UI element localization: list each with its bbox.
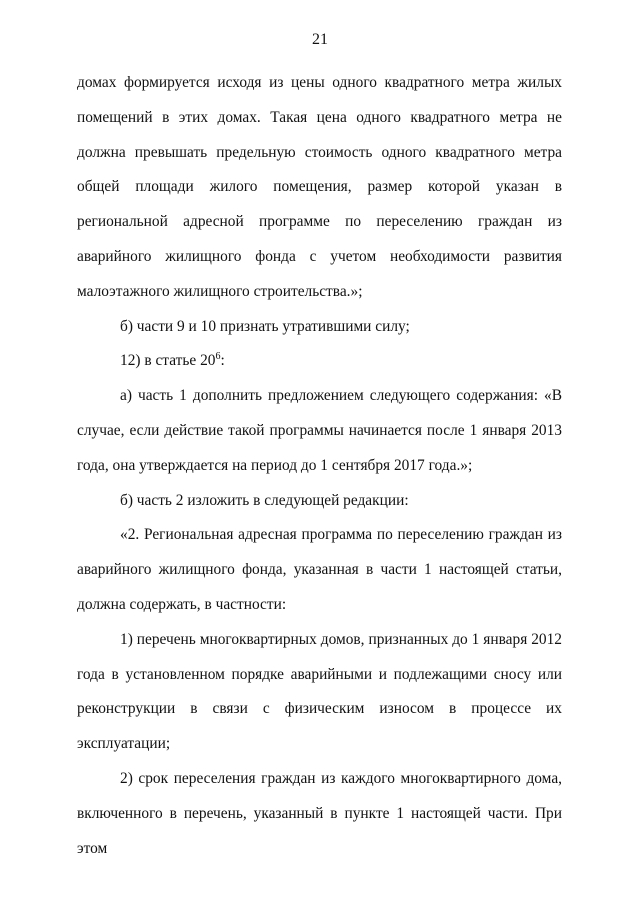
paragraph-part-2-amendment: б) часть 2 изложить в следующей редакции: [120,491,409,509]
page-number: 21 [312,31,328,48]
paragraph-article-item [77,344,562,379]
paragraph-parts-repealed: б) части 9 и 10 признать утратившими силу; [120,317,410,335]
paragraph-list-item-2: 2) срок переселения граждан из каждого многоквартирного дома, включенного в перечень, указанный в пункте 1 настоящей части. При этом [77,769,562,857]
paragraph-program-definition: «2. Региональная адресная программа по переселению граждан из аварийного жилищного фонда, указанная в части 1 настоящей статьи, должна содержать, в частности: [77,526,562,613]
document-body [77,66,562,866]
article-item-prefix: 12) в статье 20 [120,352,216,370]
paragraph-continuation: домах формируется исходя из цены одного квадратного метра жилых помещений в этих домах. Такая цена одного квадратного метра не должна превышать предельную стоимость одного квадратного метра общей площади жилого помещения, размер которой указан в региональной адресной программе по переселению граждан из аварийного жилищного фонда с учетом необходимости развития малоэтажного жилищного строительства.»; [77,74,562,300]
article-item-superscript: 6 [215,351,221,363]
article-item-suffix: : [220,352,225,370]
paragraph-list-item-1: 1) перечень многоквартирных домов, признанных до 1 января 2012 года в установленном порядке аварийными и подлежащими сносу или реконструкции в связи с физическим износом в процессе их эксплуатации; [77,630,562,753]
paragraph-part-1-amendment: а) часть 1 дополнить предложением следующего содержания: «В случае, если действие такой программы начинается после 1 января 2013 года, она утверждается на период до 1 сентября 2017 года.»; [77,387,562,474]
